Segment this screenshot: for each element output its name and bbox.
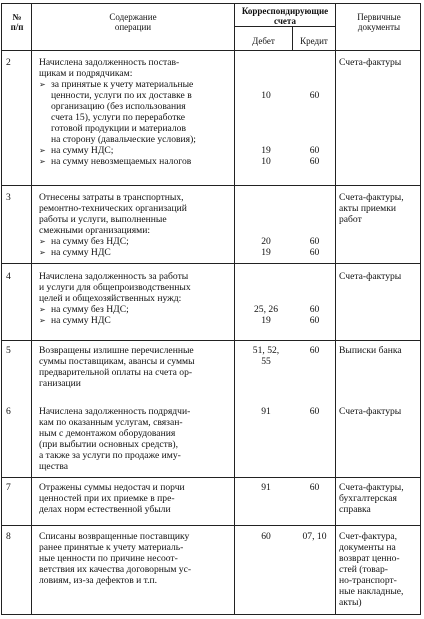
text-line: суммы поставщикам, авансы и суммы bbox=[39, 356, 195, 367]
text-line: предварительной оплаты на счета ор- bbox=[39, 367, 193, 378]
document-line: Счета-фактуры, bbox=[339, 192, 404, 203]
text-line: и услуги для общепроизводственных bbox=[39, 282, 191, 293]
row-number: 8 bbox=[6, 531, 11, 542]
operation-text bbox=[39, 406, 232, 472]
debit-account: 25, 26 bbox=[254, 304, 278, 315]
text-line: ранее принятые к учету материаль- bbox=[39, 542, 184, 553]
bullet-arrow-icon: ➢ bbox=[39, 305, 46, 314]
bullet-item bbox=[39, 79, 232, 90]
document-line: Счета-фактуры bbox=[339, 271, 402, 282]
bullet-arrow-icon: ➢ bbox=[39, 157, 46, 166]
operation-text bbox=[39, 271, 232, 326]
credit-account: 60 bbox=[309, 345, 320, 356]
row-separator bbox=[2, 525, 420, 526]
credit-account: 60 bbox=[309, 406, 320, 417]
document-line: Выписки банка bbox=[339, 345, 402, 356]
credit-account: 07, 10 bbox=[302, 531, 327, 542]
row-number: 2 bbox=[6, 57, 11, 68]
text-line: смежными организациями: bbox=[39, 225, 151, 236]
bullet-arrow-icon: ➢ bbox=[39, 316, 46, 325]
operation-text bbox=[39, 192, 232, 258]
bullet-text: за принятые к учету материальные bbox=[51, 79, 194, 90]
bullet-item bbox=[39, 145, 232, 156]
credit-account: 60 bbox=[309, 482, 320, 493]
text-line: а также за услуги по продаже иму- bbox=[39, 450, 181, 461]
row-separator bbox=[2, 340, 420, 341]
text-line: (при выбытии основных средств), bbox=[39, 439, 178, 450]
bullet-text: на сумму без НДС; bbox=[51, 236, 129, 247]
text-line: на сторону (давальческие условия); bbox=[51, 134, 196, 145]
bullet-text: на сумму НДС bbox=[51, 315, 111, 326]
bullet-item bbox=[39, 304, 232, 315]
operation-text bbox=[39, 482, 232, 515]
bullet-text: на сумму невозмещаемых налогов bbox=[51, 156, 192, 167]
bullet-item bbox=[39, 236, 232, 247]
text-line: щества bbox=[39, 461, 68, 472]
bullet-text: на сумму НДС; bbox=[51, 145, 114, 156]
text-line: Начислена задолженность подрядчи- bbox=[39, 406, 191, 417]
text-line: Отражены суммы недостач и порчи bbox=[39, 482, 185, 493]
text-line: Списаны возвращенные поставщику bbox=[39, 531, 190, 542]
document-line: бухгалтерская bbox=[339, 493, 397, 504]
row-number: 3 bbox=[6, 192, 11, 203]
text-line: Начислена задолженность постав- bbox=[39, 57, 180, 68]
text-line: Отнесены затраты в транспортных, bbox=[39, 192, 184, 203]
primary-documents bbox=[339, 531, 421, 608]
debit-account: 10 bbox=[261, 90, 271, 101]
header-debit: Дебет bbox=[252, 36, 275, 46]
credit-account: 60 bbox=[309, 247, 320, 258]
header-accounts: Корреспондирующие счета bbox=[241, 6, 329, 26]
text-line: Начислена задолженность за работы bbox=[39, 271, 189, 282]
bullet-arrow-icon: ➢ bbox=[39, 248, 46, 257]
header-number: № п/п bbox=[10, 12, 24, 32]
document-line: Счета-фактуры, bbox=[339, 482, 404, 493]
bullet-text: на сумму без НДС; bbox=[51, 304, 129, 315]
credit-account: 60 bbox=[309, 145, 320, 156]
bullet-item bbox=[39, 156, 232, 167]
row-number: 6 bbox=[6, 406, 11, 417]
debit-account: 91 bbox=[261, 482, 271, 493]
credit-account: 60 bbox=[309, 315, 320, 326]
operation-text bbox=[39, 57, 232, 167]
credit-account: 60 bbox=[309, 156, 320, 167]
header-docs: Первичные документы bbox=[357, 12, 401, 32]
document-line: акты приемки bbox=[339, 203, 397, 214]
text-line: кам по оказанным услугам, связан- bbox=[39, 417, 183, 428]
debit-account: 19 bbox=[261, 315, 271, 326]
document-line: стей (товар- bbox=[339, 564, 388, 575]
text-line: ным с демонтажом оборудования bbox=[39, 428, 176, 439]
bullet-text: на сумму НДС bbox=[51, 247, 111, 258]
credit-account: 60 bbox=[309, 90, 320, 101]
document-line: ные накладные, bbox=[339, 586, 404, 597]
text-line: ганизации bbox=[39, 378, 81, 389]
header-credit: Кредит bbox=[300, 36, 328, 46]
row-separator bbox=[2, 263, 420, 264]
header-rule bbox=[2, 50, 420, 51]
credit-account: 60 bbox=[309, 236, 320, 247]
credit-account: 60 bbox=[309, 304, 320, 315]
document-line: справка bbox=[339, 504, 371, 515]
operation-text bbox=[39, 345, 232, 389]
row-number: 7 bbox=[6, 482, 11, 493]
debit-account: 20 bbox=[261, 236, 271, 247]
document-line: Счет-фактура, bbox=[339, 531, 398, 542]
debit-account: 51, 52, bbox=[252, 345, 280, 356]
document-line: Счета-фактуры bbox=[339, 57, 402, 68]
column-divider bbox=[31, 4, 32, 614]
text-line: Возвращены излишне перечисленные bbox=[39, 345, 194, 356]
text-line: ценностей при их приемке в пре- bbox=[39, 493, 175, 504]
text-line: счета 15), услуги по переработке bbox=[51, 112, 186, 123]
primary-documents bbox=[339, 345, 421, 356]
bullet-arrow-icon: ➢ bbox=[39, 146, 46, 155]
document-line: работ bbox=[339, 214, 362, 225]
document-line: но-транспорт- bbox=[339, 575, 397, 586]
document-line: документы на bbox=[339, 542, 396, 553]
bullet-arrow-icon: ➢ bbox=[39, 80, 46, 89]
header-content: Содержание операции bbox=[109, 12, 157, 32]
primary-documents bbox=[339, 482, 421, 515]
row-separator bbox=[2, 185, 420, 186]
text-line: целей и общехозяйственных нужд: bbox=[39, 293, 182, 304]
text-line: организацию (без использования bbox=[51, 101, 186, 112]
text-line: ценности, услуги по их доставке в bbox=[51, 90, 192, 101]
text-line: щикам и подрядчикам: bbox=[39, 68, 133, 79]
text-line: готовой продукции и материалов bbox=[51, 123, 187, 134]
debit-account: 19 bbox=[261, 145, 271, 156]
debit-account: 19 bbox=[261, 247, 271, 258]
text-line: делах норм естественной убыли bbox=[39, 504, 171, 515]
bullet-arrow-icon: ➢ bbox=[39, 237, 46, 246]
text-line: ловиям, из-за дефектов и т.п. bbox=[39, 575, 158, 586]
row-number: 4 bbox=[6, 271, 11, 282]
document-line: возврат ценно- bbox=[339, 553, 400, 564]
bullet-item bbox=[39, 315, 232, 326]
text-line: ные ценности по причине несоот- bbox=[39, 553, 178, 564]
accounts-divider bbox=[234, 26, 335, 27]
operation-text bbox=[39, 531, 232, 586]
document-line: акты) bbox=[339, 597, 362, 608]
row-separator bbox=[2, 477, 420, 478]
debit-account: 10 bbox=[261, 156, 271, 167]
text-line: работы и услуги, выполненные bbox=[39, 214, 167, 225]
debit-account: 55 bbox=[261, 356, 271, 367]
text-line: ветствия их качества договорным ус- bbox=[39, 564, 192, 575]
row-number: 5 bbox=[6, 345, 11, 356]
debit-account: 91 bbox=[261, 406, 271, 417]
primary-documents bbox=[339, 57, 421, 68]
bullet-item bbox=[39, 247, 232, 258]
debit-account: 60 bbox=[261, 531, 271, 542]
operations-table bbox=[1, 3, 421, 615]
column-divider bbox=[234, 4, 235, 614]
primary-documents bbox=[339, 192, 421, 225]
primary-documents bbox=[339, 406, 421, 417]
primary-documents bbox=[339, 271, 421, 282]
document-line: Счета-фактуры bbox=[339, 406, 402, 417]
text-line: ремонтно-технических организаций bbox=[39, 203, 187, 214]
